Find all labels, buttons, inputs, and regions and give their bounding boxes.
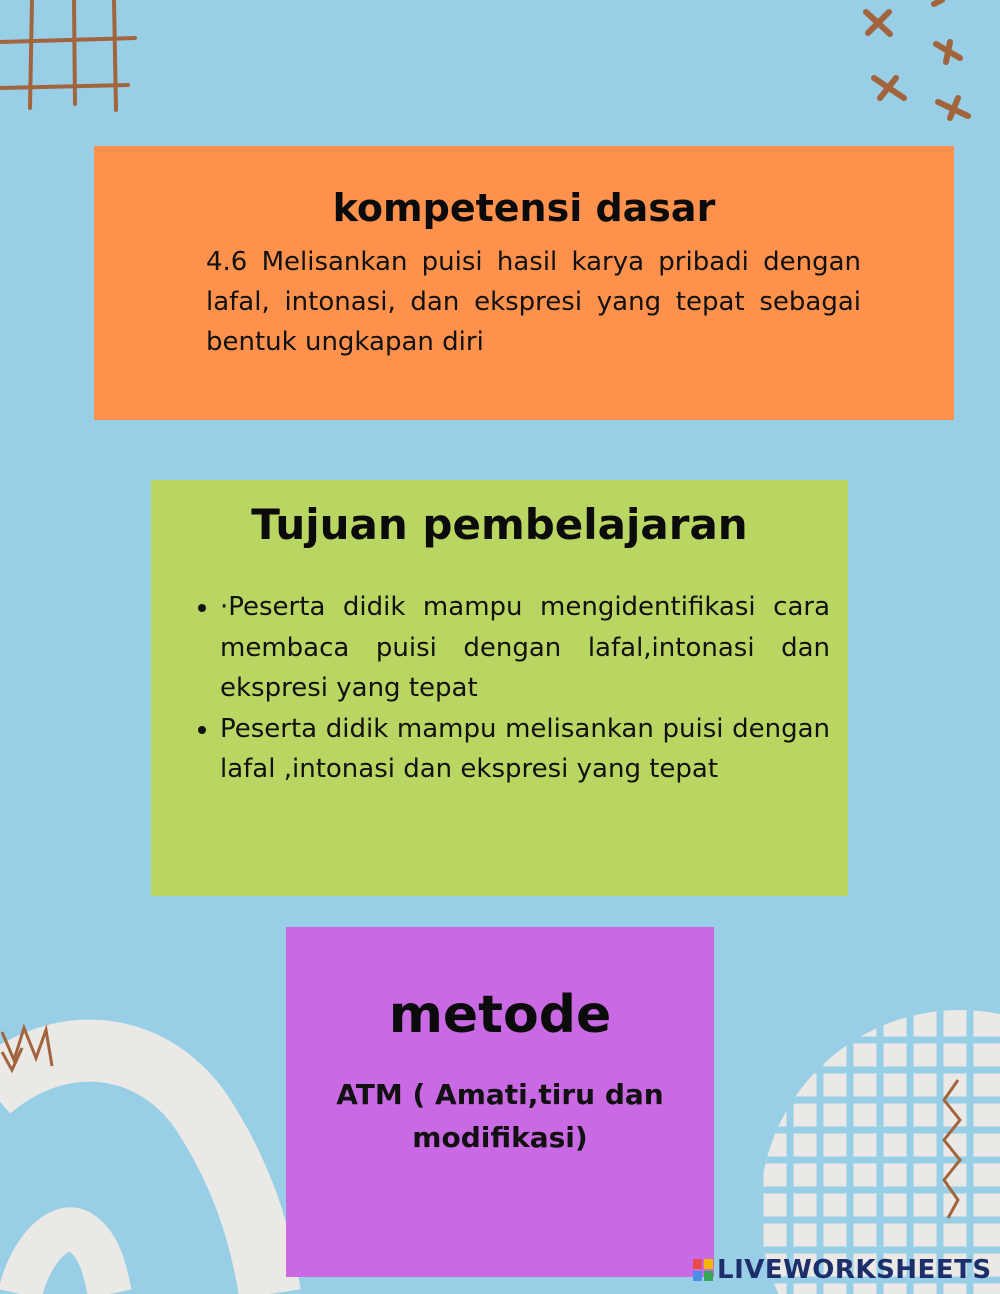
lattice-circle-decoration	[740, 1000, 1000, 1294]
cross-doodles-icon	[866, 0, 968, 118]
competency-title: kompetensi dasar	[332, 186, 716, 230]
objective-item: • Peserta didik mampu melisankan puisi dengan lafal ,intonasi dan ekspresi yang tepat	[220, 709, 830, 790]
liveworksheets-watermark[interactable]	[693, 1255, 992, 1285]
objectives-list	[220, 587, 830, 790]
objectives-title: Tujuan pembelajaran	[251, 500, 748, 549]
method-box	[286, 927, 714, 1277]
watermark-text: LIVEWORKSHEETS	[717, 1255, 992, 1285]
objectives-box	[151, 480, 848, 896]
method-text: ATM ( Amati,tiru dan modifikasi)	[336, 1078, 664, 1154]
arch-inner-decoration	[20, 1229, 110, 1294]
method-title: metode	[388, 985, 612, 1045]
liveworksheets-logo-icon	[693, 1259, 713, 1281]
competency-text: 4.6 Melisankan puisi hasil karya pribadi dengan lafal, intonasi, dan ekspresi yang tepat sebagai bentuk ungkapan diri	[206, 247, 861, 357]
objective-item: • ·Peserta didik mampu mengidentifikasi cara membaca puisi dengan lafal,intonasi dan ekspresi yang tepat	[220, 587, 830, 709]
competency-box	[94, 146, 954, 420]
grid-doodle-icon	[0, 0, 135, 110]
